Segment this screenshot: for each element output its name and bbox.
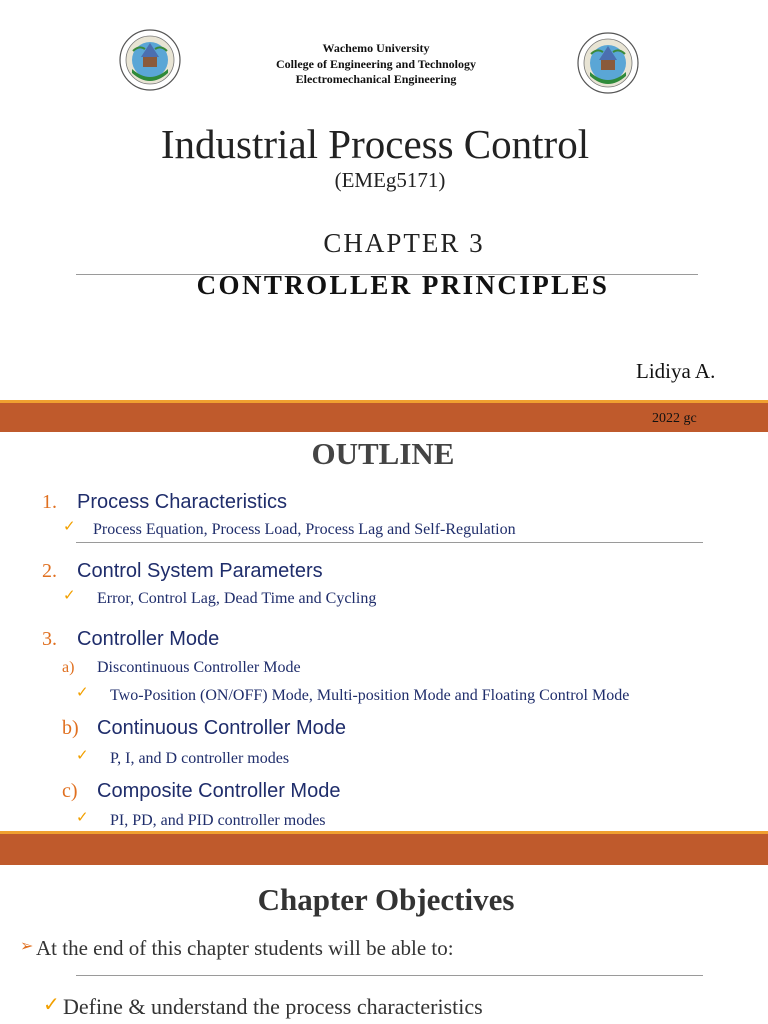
check-icon: ✓ xyxy=(43,994,60,1016)
mode-item-b: Continuous Controller Mode xyxy=(97,717,347,739)
mode-subitem-b: P, I, and D controller modes xyxy=(110,750,290,767)
check-icon: ✓ xyxy=(63,588,76,604)
university-name: Wachemo University xyxy=(322,41,430,55)
objective-item-1: Define & understand the process characteristics xyxy=(63,994,483,1019)
mode-item-c: Composite Controller Mode xyxy=(97,780,341,802)
mode-letter-c: c) xyxy=(62,780,78,802)
author-name: Lidiya A. xyxy=(636,359,716,383)
mode-subitem-c: PI, PD, and PID controller modes xyxy=(110,812,326,829)
outline-item-3: Controller Mode xyxy=(77,628,220,650)
chapter-label: CHAPTER 3 xyxy=(323,228,485,258)
check-icon: ✓ xyxy=(76,748,89,764)
outline-divider xyxy=(76,542,703,543)
mode-letter-b: b) xyxy=(62,717,79,739)
outline-number-3: 3. xyxy=(42,628,57,650)
objectives-divider xyxy=(76,975,703,976)
objectives-intro: At the end of this chapter students will be able to: xyxy=(36,936,454,960)
institution-block xyxy=(0,41,752,88)
year-label: 2022 gc xyxy=(652,411,697,426)
department-name: Electromechanical Engineering xyxy=(295,72,457,86)
outline-subitem-1: Process Equation, Process Load, Process Lag and Self-Regulation xyxy=(93,521,516,538)
objectives-heading: Chapter Objectives xyxy=(257,882,515,917)
check-icon: ✓ xyxy=(63,519,76,535)
mode-subitem-a: Two-Position (ON/OFF) Mode, Multi-position Mode and Floating Control Mode xyxy=(110,687,630,704)
outline-number-1: 1. xyxy=(42,491,57,513)
outline-item-2: Control System Parameters xyxy=(77,560,323,582)
check-icon: ✓ xyxy=(76,685,89,701)
check-icon: ✓ xyxy=(76,810,89,826)
outline-subitem-2: Error, Control Lag, Dead Time and Cycling xyxy=(97,590,377,607)
course-code: (EMEg5171) xyxy=(334,168,446,192)
slide-band xyxy=(0,834,768,865)
outline-item-1: Process Characteristics xyxy=(77,491,288,513)
college-name: College of Engineering and Technology xyxy=(275,56,477,71)
course-title: Industrial Process Control xyxy=(160,121,590,167)
chapter-subtitle: CONTROLLER PRINCIPLES xyxy=(196,270,610,300)
mode-letter-a: a) xyxy=(62,659,75,676)
outline-heading: OUTLINE xyxy=(311,436,455,471)
mode-item-a: Discontinuous Controller Mode xyxy=(97,659,301,676)
arrow-icon: ➢ xyxy=(20,938,34,955)
outline-number-2: 2. xyxy=(42,560,57,582)
